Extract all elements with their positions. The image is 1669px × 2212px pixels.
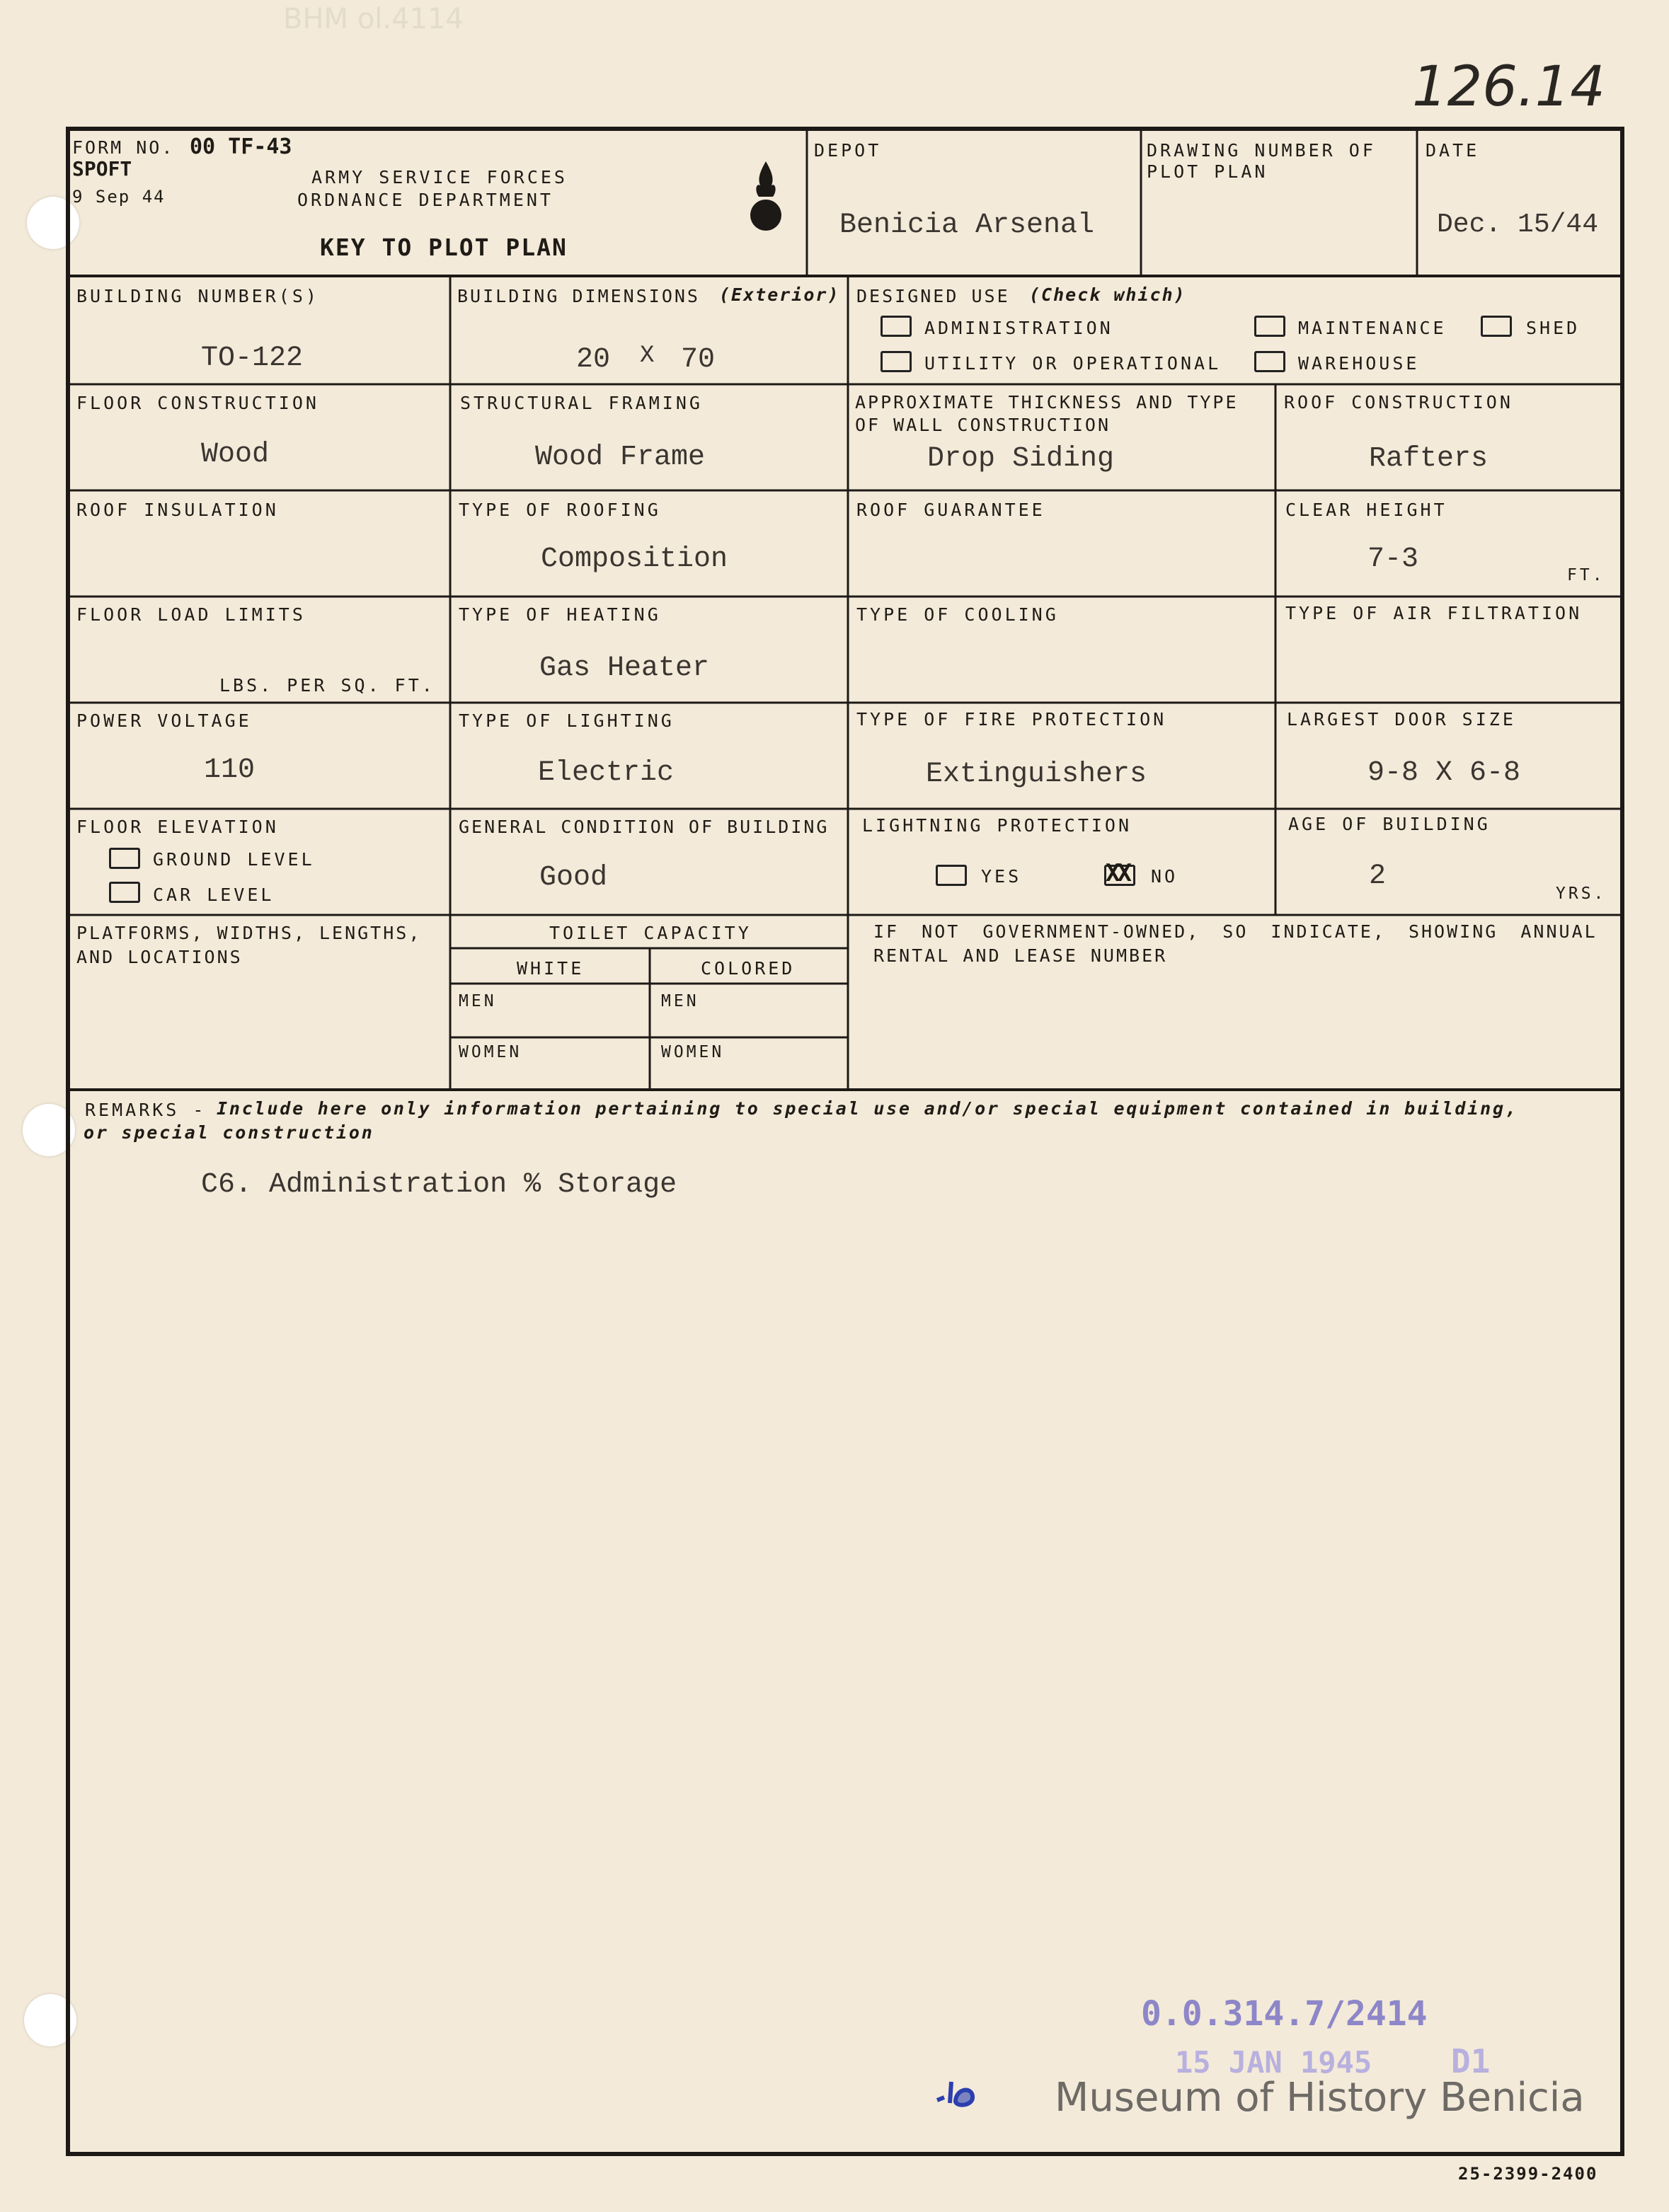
fire-protection-value: Extinguishers bbox=[926, 759, 1147, 790]
designed-use-label: DESIGNED USE bbox=[856, 286, 1010, 306]
fire-protection-label: TYPE OF FIRE PROTECTION bbox=[856, 709, 1167, 730]
administration-option: ADMINISTRATION bbox=[924, 318, 1113, 338]
folio-number: 126.14 bbox=[1412, 55, 1605, 119]
wall-construction-label-2: OF WALL CONSTRUCTION bbox=[855, 415, 1111, 435]
car-level-checkbox[interactable] bbox=[109, 882, 140, 903]
floor-load-label: FLOOR LOAD LIMITS bbox=[76, 604, 306, 625]
ground-level-checkbox[interactable] bbox=[109, 848, 140, 869]
platforms-label-1: PLATFORMS, WIDTHS, LENGTHS, bbox=[76, 923, 422, 943]
floor-load-unit: LBS. PER SQ. FT. bbox=[219, 675, 435, 696]
roof-insulation-label: ROOF INSULATION bbox=[76, 500, 279, 520]
drawing-number-label-2: PLOT PLAN bbox=[1147, 161, 1268, 182]
maintenance-checkbox[interactable] bbox=[1254, 316, 1285, 337]
government-owned-label-2: RENTAL AND LEASE NUMBER bbox=[873, 945, 1168, 966]
roofing-type-value: Composition bbox=[541, 543, 728, 575]
platforms-label-2: AND LOCATIONS bbox=[76, 947, 243, 967]
shed-option: SHED bbox=[1526, 318, 1581, 338]
air-filtration-label: TYPE OF AIR FILTRATION bbox=[1285, 603, 1583, 623]
structural-framing-value: Wood Frame bbox=[535, 442, 706, 473]
power-voltage-label: POWER VOLTAGE bbox=[76, 710, 252, 731]
designed-use-note: (Check which) bbox=[1029, 284, 1186, 305]
wall-construction-value: Drop Siding bbox=[927, 443, 1115, 475]
ground-level-option: GROUND LEVEL bbox=[153, 849, 315, 870]
remarks-value: C6. Administration % Storage bbox=[201, 1169, 677, 1201]
depot-value: Benicia Arsenal bbox=[839, 209, 1095, 241]
toilet-colored-men-label: MEN bbox=[661, 992, 699, 1010]
lighting-label: TYPE OF LIGHTING bbox=[459, 710, 675, 731]
lightning-no-option: NO bbox=[1151, 866, 1178, 887]
building-condition-label: GENERAL CONDITION OF BUILDING bbox=[459, 817, 830, 837]
lightning-yes-option: YES bbox=[981, 866, 1022, 887]
remarks-label: REMARKS - bbox=[85, 1100, 207, 1120]
clear-height-label: CLEAR HEIGHT bbox=[1285, 500, 1447, 520]
building-condition-value: Good bbox=[539, 862, 608, 894]
building-dimensions-x: X bbox=[640, 342, 655, 369]
building-dimensions-label: BUILDING DIMENSIONS bbox=[457, 286, 700, 306]
floor-construction-value: Wood bbox=[201, 439, 270, 471]
roof-construction-value: Rafters bbox=[1369, 443, 1489, 475]
toilet-white-label: WHITE bbox=[517, 958, 585, 979]
toilet-white-women-label: WOMEN bbox=[459, 1043, 522, 1061]
remarks-instruction-2: or special construction bbox=[84, 1122, 374, 1143]
building-age-label: AGE OF BUILDING bbox=[1288, 814, 1491, 834]
building-dimensions-note: (Exterior) bbox=[719, 284, 840, 305]
door-size-label: LARGEST DOOR SIZE bbox=[1287, 709, 1516, 730]
administration-checkbox[interactable] bbox=[881, 316, 912, 337]
toilet-colored-women-label: WOMEN bbox=[661, 1043, 725, 1061]
ink-mark-icon bbox=[934, 2075, 984, 2110]
form-number-value: 00 TF-43 bbox=[190, 134, 292, 159]
utility-checkbox[interactable] bbox=[881, 351, 912, 372]
power-voltage-value: 110 bbox=[204, 754, 256, 786]
clear-height-value: 7-3 bbox=[1367, 543, 1419, 575]
heating-value: Gas Heater bbox=[539, 652, 710, 684]
lightning-no-mark: XX bbox=[1106, 859, 1129, 887]
museum-watermark: Museum of History Benicia bbox=[1055, 2075, 1585, 2121]
toilet-capacity-label: TOILET CAPACITY bbox=[549, 923, 752, 943]
faded-annotation: BHM ol.4114 bbox=[283, 3, 464, 35]
utility-option: UTILITY OR OPERATIONAL bbox=[924, 353, 1222, 374]
building-dimensions-length: 70 bbox=[681, 344, 716, 376]
lightning-yes-checkbox[interactable] bbox=[936, 865, 967, 886]
government-owned-label-1: IF NOT GOVERNMENT-OWNED, SO INDICATE, SHOWING ANNUAL bbox=[873, 921, 1598, 942]
remarks-instruction-1: Include here only information pertaining to special use and/or special equipment contained in building, bbox=[217, 1098, 1518, 1119]
warehouse-checkbox[interactable] bbox=[1254, 351, 1285, 372]
received-date-stamp: 15 JAN 1945 bbox=[1175, 2045, 1372, 2080]
cooling-label: TYPE OF COOLING bbox=[856, 604, 1059, 625]
date-label: DATE bbox=[1426, 140, 1480, 161]
file-number-stamp: 0.0.314.7/2414 bbox=[1141, 1994, 1428, 2034]
agency-line-2: ORDNANCE DEPARTMENT bbox=[297, 190, 554, 210]
drawing-number-label-1: DRAWING NUMBER OF bbox=[1147, 140, 1376, 161]
toilet-white-men-label: MEN bbox=[459, 992, 497, 1010]
stamp-code: D1 bbox=[1451, 2042, 1491, 2080]
footer-code: 25-2399-2400 bbox=[1458, 2164, 1598, 2184]
roof-construction-label: ROOF CONSTRUCTION bbox=[1284, 392, 1513, 413]
building-age-value: 2 bbox=[1369, 860, 1387, 892]
floor-construction-label: FLOOR CONSTRUCTION bbox=[76, 393, 319, 413]
building-dimensions-width: 20 bbox=[576, 344, 611, 376]
form-spoft: SPOFT bbox=[72, 157, 132, 180]
form-number-label: FORM NO. bbox=[72, 137, 175, 158]
building-age-unit: YRS. bbox=[1556, 885, 1607, 903]
lighting-value: Electric bbox=[538, 757, 675, 789]
date-value: Dec. 15/44 bbox=[1437, 209, 1599, 240]
shed-checkbox[interactable] bbox=[1481, 316, 1512, 337]
heating-label: TYPE OF HEATING bbox=[459, 604, 661, 625]
clear-height-unit: FT. bbox=[1567, 566, 1605, 584]
floor-elevation-label: FLOOR ELEVATION bbox=[76, 817, 279, 837]
roofing-type-label: TYPE OF ROOFING bbox=[459, 500, 661, 520]
wall-construction-label-1: APPROXIMATE THICKNESS AND TYPE bbox=[855, 392, 1239, 413]
roof-guarantee-label: ROOF GUARANTEE bbox=[856, 500, 1045, 520]
maintenance-option: MAINTENANCE bbox=[1298, 318, 1447, 338]
form-title: KEY TO PLOT PLAN bbox=[320, 234, 568, 261]
car-level-option: CAR LEVEL bbox=[153, 885, 275, 905]
building-numbers-value: TO-122 bbox=[201, 342, 304, 374]
structural-framing-label: STRUCTURAL FRAMING bbox=[460, 393, 703, 413]
form-revision-date: 9 Sep 44 bbox=[72, 187, 166, 207]
toilet-colored-label: COLORED bbox=[701, 958, 796, 979]
door-size-value: 9-8 X 6-8 bbox=[1367, 757, 1521, 789]
depot-label: DEPOT bbox=[814, 140, 882, 161]
warehouse-option: WAREHOUSE bbox=[1298, 353, 1420, 374]
lightning-protection-label: LIGHTNING PROTECTION bbox=[862, 815, 1132, 836]
building-numbers-label: BUILDING NUMBER(S) bbox=[76, 286, 319, 306]
flaming-bomb-icon bbox=[745, 157, 787, 235]
agency-line-1: ARMY SERVICE FORCES bbox=[311, 167, 568, 188]
